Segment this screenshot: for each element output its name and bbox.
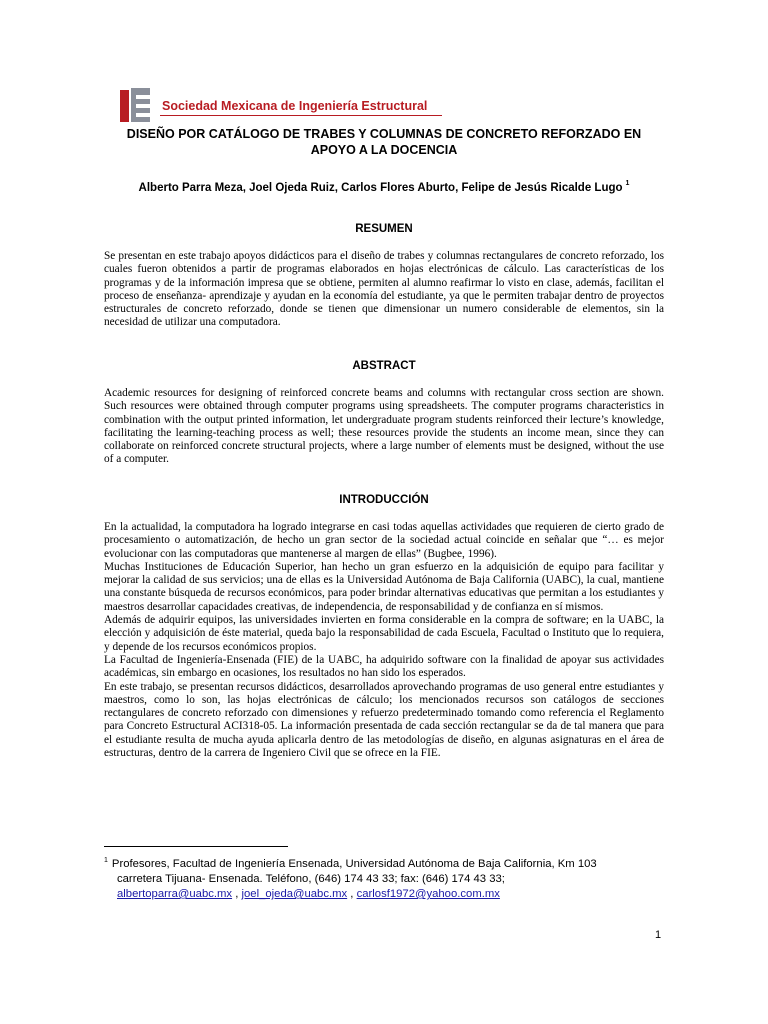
footnote-mark: 1 — [104, 857, 108, 864]
abstract-text: Academic resources for designing of reinforced concrete beams and columns with rectangular cross section are shown. Such resources were obtained through computer programs using spreadsheets. The computer programs characteristics in combination with the output printed information, let undergraduate program students reinforced their lecture’s knowledge, facilitating the learning-teaching process as well; these resources provide the students an income mean, since they can collaborate on reinforced concrete structural projects, where a large number of elements must be designed, without the use of a computer. — [104, 387, 664, 466]
page-number: 1 — [655, 929, 662, 941]
introduccion-heading: INTRODUCCIÓN — [339, 494, 429, 506]
intro-paragraph-1: En la actualidad, la computadora ha logrado integrarse en casi todas aquellas actividades que requieren de cierto grado de procesamiento o automatización, de hecho un gran sector de la sociedad actual coincide en señalar que “… es mejor evolucionar con las computadoras que mantenerse al margen de ellas” (Bugbee, 1996). — [104, 521, 664, 560]
email-separator: , — [232, 888, 242, 900]
email-link-ojeda[interactable]: joel_ojeda@uabc.mx — [241, 888, 348, 900]
footnote-line-1: Profesores, Facultad de Ingeniería Ensenada, Universidad Autónoma de Baja California, Km 103 — [111, 858, 597, 870]
resumen-heading: RESUMEN — [355, 223, 413, 235]
footnote — [104, 853, 664, 902]
paper-title: DISEÑO POR CATÁLOGO DE TRABES Y COLUMNAS DE CONCRETO REFORZADO EN APOYO A LA DOCENCIA — [126, 127, 642, 157]
intro-paragraph-4: La Facultad de Ingeniería-Ensenada (FIE) de la UABC, ha adquirido software con la finalidad de apoyar sus actividades académicas, sin embargo en ocasiones, los resultados no han sido los esperados. — [104, 653, 664, 680]
footnote-rule — [104, 846, 288, 847]
authors-footnote-mark: 1 — [625, 180, 630, 187]
abstract-heading: ABSTRACT — [352, 360, 416, 372]
intro-paragraph-5: En este trabajo, se presentan recursos didácticos, desarrollados aprovechando programas de uso general entre estudiantes y maestros, como lo son, las hojas electrónicas de cálculo; los mencionados recursos son catálogos de secciones rectangulares de concreto reforzado con dimensiones y refuerzo predeterminado tomando como referencia el Reglamento para Concreto Estructural ACI318-05. La información presentada de cada sección rectangular se da de tal manera que para el estudiante resulta de mucha ayuda aplicarla dentro de las metodologías de diseño, en algunas asignaturas en el área de estructuras, dentro de la carrera de Ingeniero Civil que se ofrece en la FIE. — [104, 680, 664, 760]
smie-logo-icon — [120, 88, 152, 122]
intro-paragraph-3: Además de adquirir equipos, las universidades invierten en forma considerable en la compra de software; en la UABC, la elección y adquisición de éste material, queda bajo la responsabilidad de cada Escuela, Facultad o Instituto que lo requiera, y depende de los recursos económicos propios. — [104, 614, 664, 653]
resumen-text: Se presentan en este trabajo apoyos didácticos para el diseño de trabes y columnas rectangulares de concreto reforzado, los cuales fueron obtenidos a partir de programas elaborados en hojas electrónicas de cálculo. Las características de los programas y de la información impresa que se obtiene, permiten al alumno reafirmar lo visto en clase, además, facilitan el proceso de enseñanza- aprendizaje y ayudan en la economía del estudiante, ya que le permiten trabajar dentro de proyectos estructurales de concreto reforzado, donde se tienen que dimensionar un numero considerable de elementos, sin la necesidad de utilizar una computadora. — [104, 250, 664, 329]
organization-name: Sociedad Mexicana de Ingeniería Estructural — [162, 99, 428, 113]
intro-paragraph-2: Muchas Instituciones de Educación Superior, han hecho un gran esfuerzo en la adquisición de equipo para facilitar y mejorar la calidad de sus servicios; una de ellas es la Universidad Autónoma de Baja California (UABC), la cual, mantiene una constante búsqueda de recursos económicos, para poder brindar alternativas educativas que permitan a los estudiantes y maestros desarrollar capacidades creativas, de independencia, de responsabilidad y de confianza en sí mismos. — [104, 560, 664, 613]
authors-text: Alberto Parra Meza, Joel Ojeda Ruiz, Carlos Flores Aburto, Felipe de Jesús Ricalde Lugo — [138, 182, 623, 194]
footnote-line-2: carretera Tijuana- Ensenada. Teléfono, (646) 174 43 33; fax: (646) 174 43 33; — [117, 873, 505, 885]
paper-authors — [104, 180, 664, 194]
email-link-flores[interactable]: carlosf1972@yahoo.com.mx — [356, 888, 500, 900]
email-separator: , — [347, 888, 357, 900]
header-rule — [160, 115, 442, 116]
email-link-parra[interactable]: albertoparra@uabc.mx — [117, 888, 233, 900]
introduccion-body — [104, 521, 664, 760]
